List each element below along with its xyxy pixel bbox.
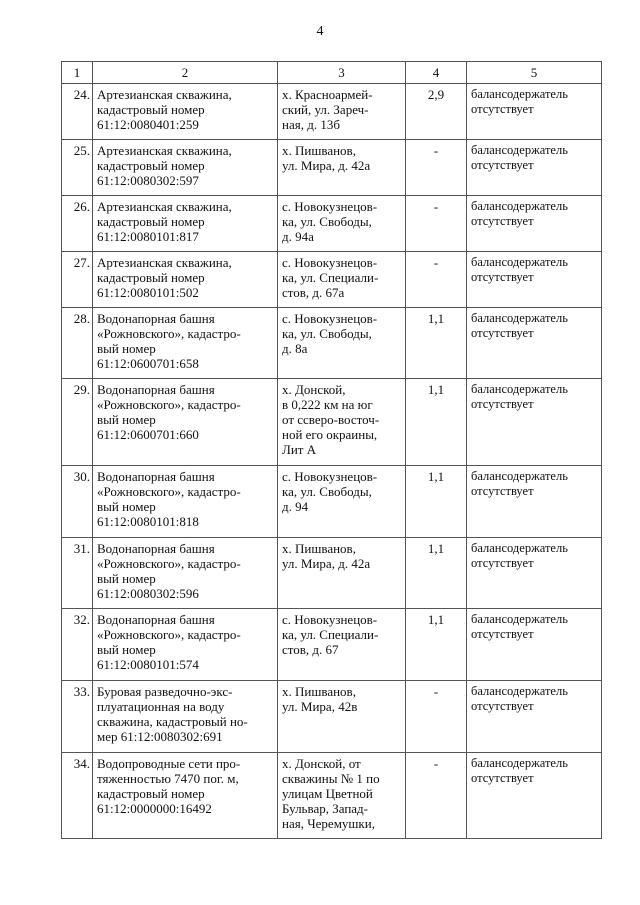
- header-cell: 4: [406, 62, 467, 84]
- object-holder: балансодержатель отсутствует: [467, 681, 602, 753]
- table-row: [62, 538, 602, 609]
- row-number: 29.: [62, 379, 93, 466]
- table-row: [62, 140, 602, 196]
- object-name: Водонапорная башня «Рожновского», кадастро- вый номер 61:12:0080101:574: [93, 609, 278, 681]
- object-value: 1,1: [406, 609, 467, 681]
- table-row: [62, 379, 602, 466]
- table-row: [62, 196, 602, 252]
- object-address: х. Пишванов, ул. Мира, д. 42а: [278, 140, 406, 196]
- table-row: [62, 609, 602, 681]
- object-address: с. Новокузнецов- ка, ул. Свободы, д. 94а: [278, 196, 406, 252]
- object-name: Водонапорная башня «Рожновского», кадастро- вый номер 61:12:0080101:818: [93, 466, 278, 538]
- row-number: 34.: [62, 753, 93, 839]
- object-address: х. Донской, в 0,222 км на юг от ссверо-восточ- ной его окраины, Лит А: [278, 379, 406, 466]
- row-number: 28.: [62, 308, 93, 379]
- object-value: 1,1: [406, 466, 467, 538]
- object-holder: балансодержатель отсутствует: [467, 466, 602, 538]
- object-address: с. Новокузнецов- ка, ул. Свободы, д. 94: [278, 466, 406, 538]
- object-address: х. Донской, от скважины № 1 по улицам Цветной Бульвар, Запад- ная, Черемушки,: [278, 753, 406, 839]
- object-value: -: [406, 681, 467, 753]
- object-address: х. Пишванов, ул. Мира, 42в: [278, 681, 406, 753]
- object-name: Артезианская скважина, кадастровый номер 61:12:0080302:597: [93, 140, 278, 196]
- object-address: х. Пишванов, ул. Мира, д. 42а: [278, 538, 406, 609]
- page-number: 4: [316, 24, 324, 39]
- object-holder: балансодержатель отсутствует: [467, 538, 602, 609]
- object-name: Водопроводные сети про- тяженностью 7470 пог. м, кадастровый номер 61:12:0000000:16492: [93, 753, 278, 839]
- row-number: 27.: [62, 252, 93, 308]
- row-number: 26.: [62, 196, 93, 252]
- object-address: с. Новокузнецов- ка, ул. Специали- стов, д. 67: [278, 609, 406, 681]
- object-name: Водонапорная башня «Рожновского», кадастро- вый номер 61:12:0600701:658: [93, 308, 278, 379]
- table-row: [62, 308, 602, 379]
- header-cell: 2: [93, 62, 278, 84]
- object-name: Буровая разведочно-экс- плуатационная на воду скважина, кадастровый но- мер 61:12:0080302:691: [93, 681, 278, 753]
- object-holder: балансодержатель отсутствует: [467, 308, 602, 379]
- object-holder: балансодержатель отсутствует: [467, 84, 602, 140]
- object-address: с. Новокузнецов- ка, ул. Специали- стов, д. 67а: [278, 252, 406, 308]
- row-number: 24.: [62, 84, 93, 140]
- object-holder: балансодержатель отсутствует: [467, 252, 602, 308]
- object-name: Артезианская скважина, кадастровый номер 61:12:0080101:817: [93, 196, 278, 252]
- row-number: 31.: [62, 538, 93, 609]
- row-number: 25.: [62, 140, 93, 196]
- object-name: Водонапорная башня «Рожновского», кадастро- вый номер 61:12:0080302:596: [93, 538, 278, 609]
- object-holder: балансодержатель отсутствует: [467, 196, 602, 252]
- object-value: -: [406, 252, 467, 308]
- object-name: Артезианская скважина, кадастровый номер 61:12:0080401:259: [93, 84, 278, 140]
- object-holder: балансодержатель отсутствует: [467, 609, 602, 681]
- row-number: 32.: [62, 609, 93, 681]
- object-address: х. Красноармей- ский, ул. Зареч- ная, д. 13б: [278, 84, 406, 140]
- object-value: 1,1: [406, 538, 467, 609]
- table-header-row: [62, 62, 602, 84]
- table-row: [62, 466, 602, 538]
- header-cell: 5: [467, 62, 602, 84]
- table-row: [62, 252, 602, 308]
- object-holder: балансодержатель отсутствует: [467, 753, 602, 839]
- object-value: 2,9: [406, 84, 467, 140]
- object-value: 1,1: [406, 379, 467, 466]
- property-table: [61, 61, 602, 839]
- object-holder: балансодержатель отсутствует: [467, 379, 602, 466]
- table-row: [62, 753, 602, 839]
- object-value: -: [406, 753, 467, 839]
- header-cell: 1: [62, 62, 93, 84]
- object-name: Водонапорная башня «Рожновского», кадастро- вый номер 61:12:0600701:660: [93, 379, 278, 466]
- object-value: -: [406, 196, 467, 252]
- object-value: 1,1: [406, 308, 467, 379]
- object-address: с. Новокузнецов- ка, ул. Свободы, д. 8а: [278, 308, 406, 379]
- object-holder: балансодержатель отсутствует: [467, 140, 602, 196]
- table-row: [62, 681, 602, 753]
- table-row: [62, 84, 602, 140]
- row-number: 30.: [62, 466, 93, 538]
- object-name: Артезианская скважина, кадастровый номер 61:12:0080101:502: [93, 252, 278, 308]
- header-cell: 3: [278, 62, 406, 84]
- object-value: -: [406, 140, 467, 196]
- row-number: 33.: [62, 681, 93, 753]
